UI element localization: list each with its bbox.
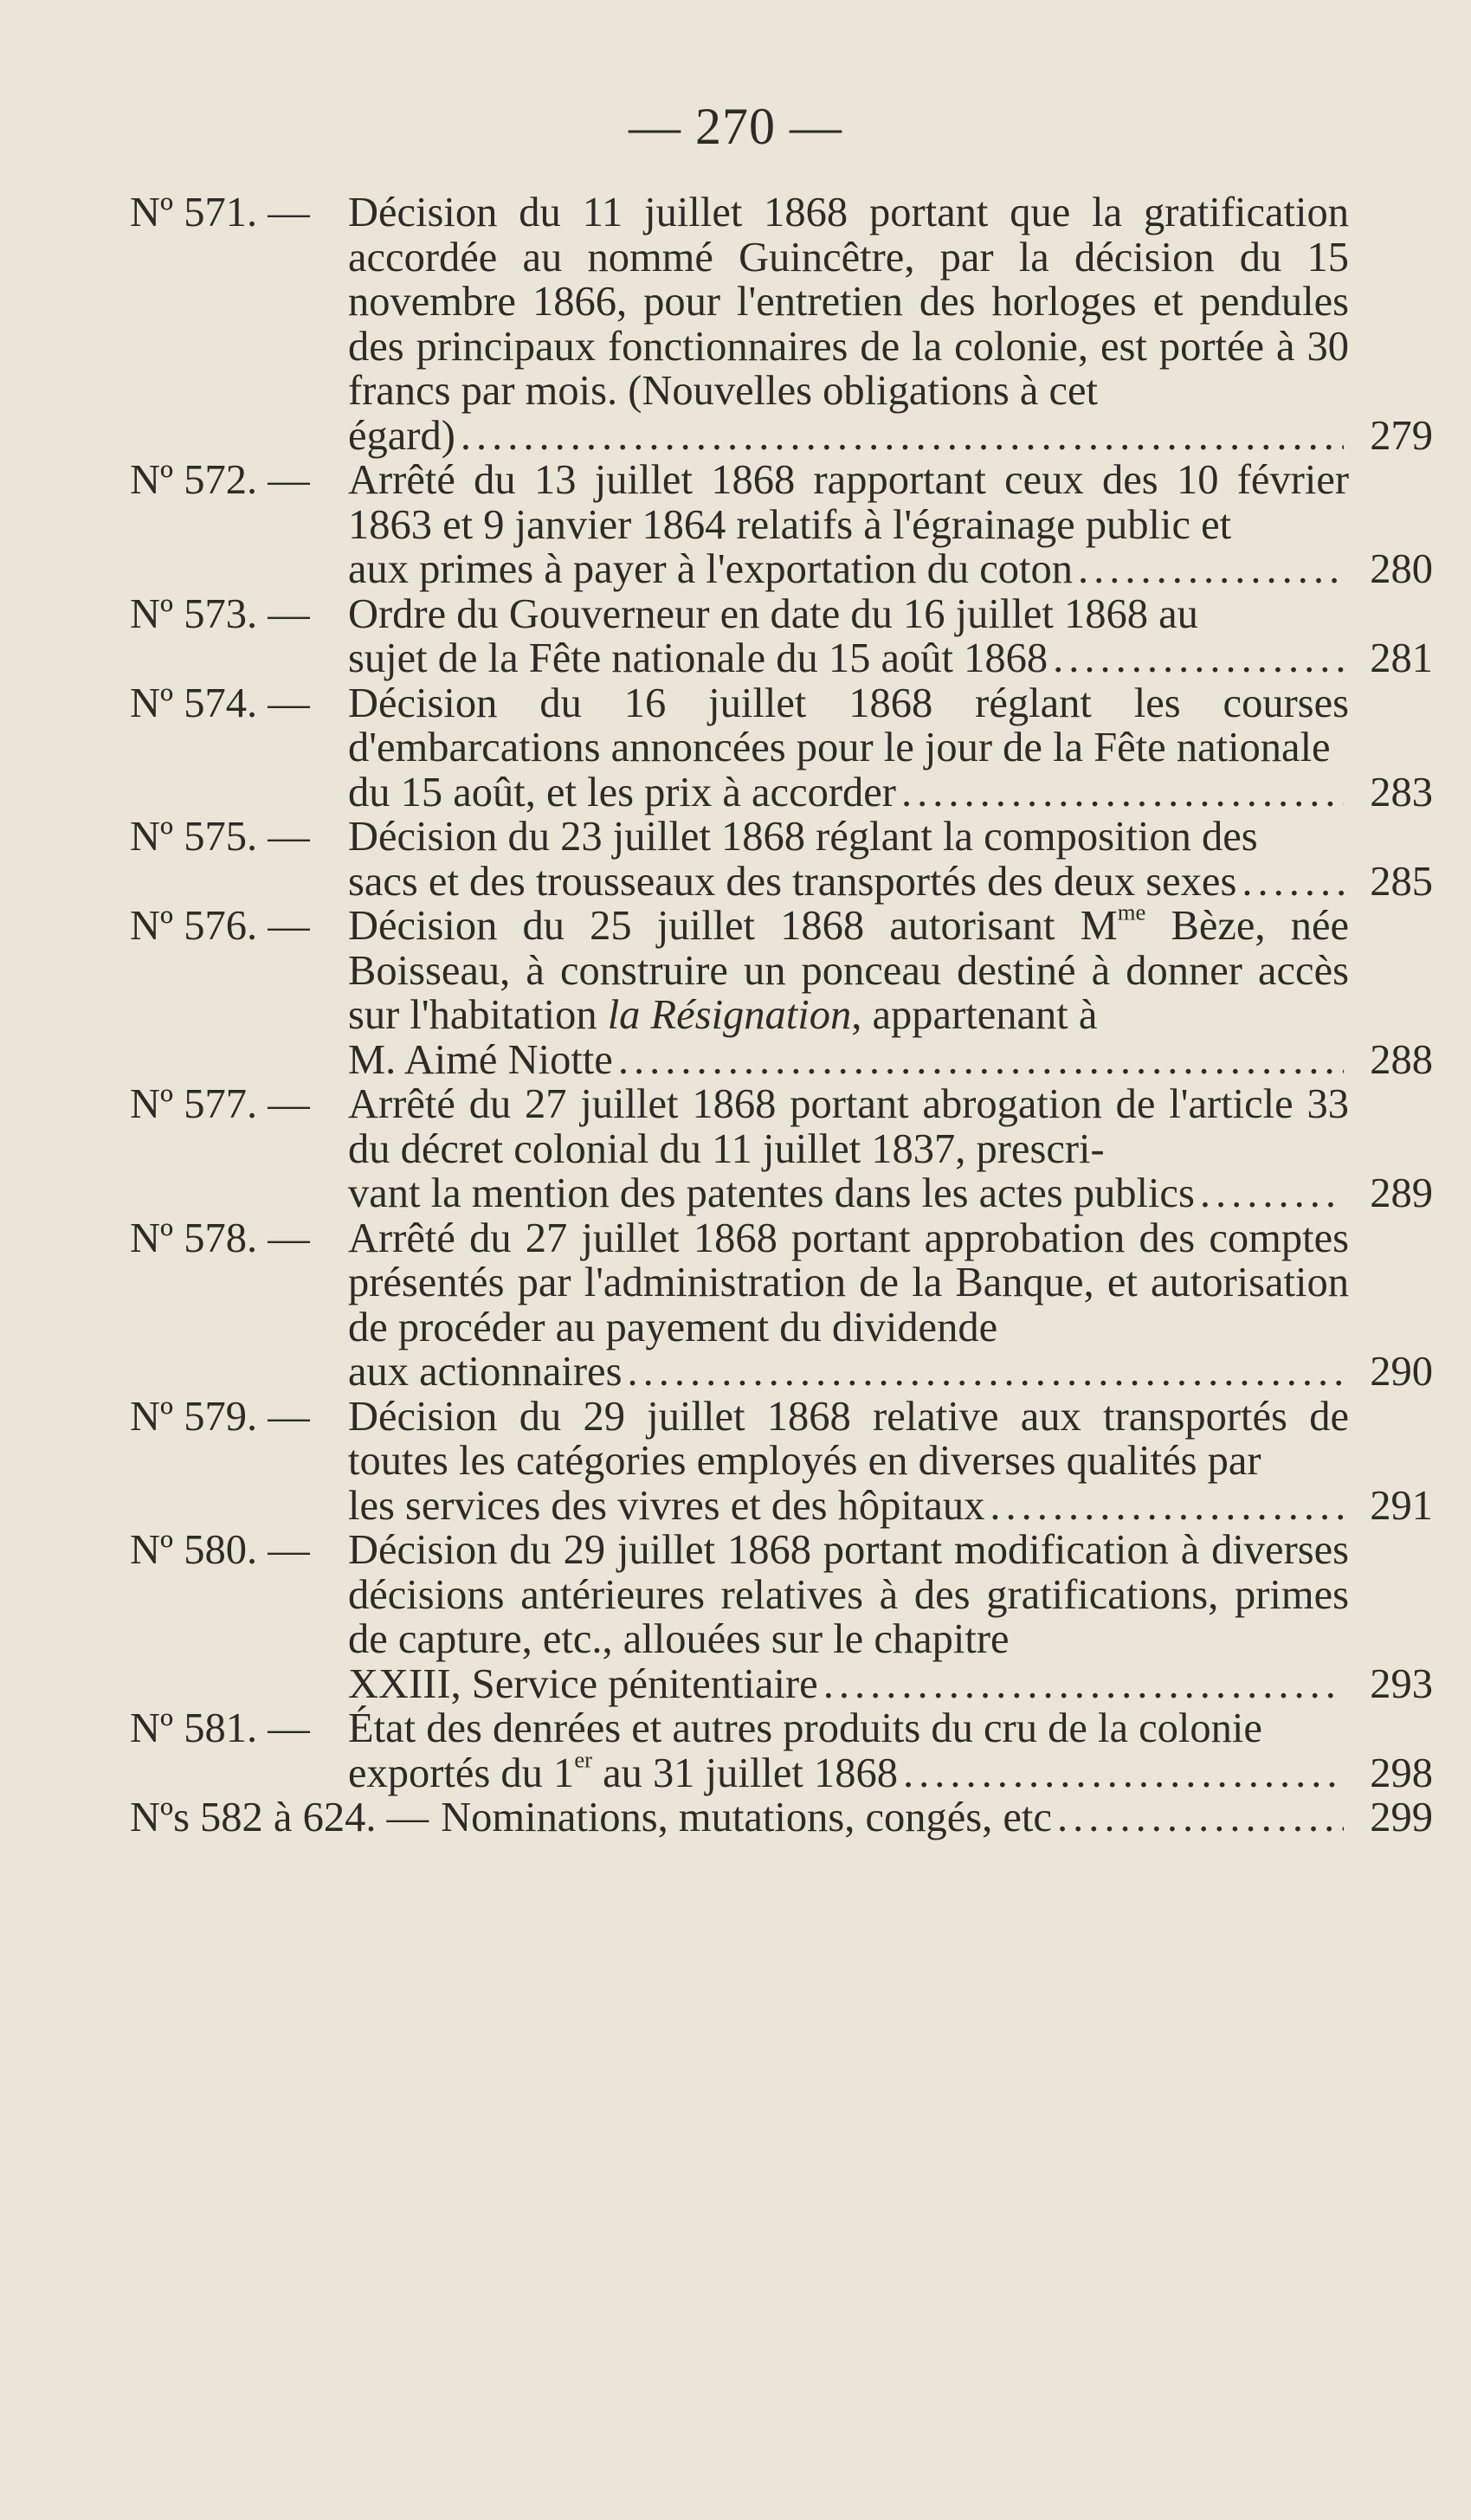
entry-582-624 bbox=[130, 1795, 1433, 1840]
superscript: me bbox=[1117, 899, 1146, 925]
page-reference: 299 bbox=[1370, 1795, 1433, 1840]
leader-dots bbox=[618, 1038, 1344, 1083]
entry-number: Nº 579. — bbox=[130, 1393, 310, 1440]
entry-number: Nºs 582 à 624. — bbox=[130, 1795, 429, 1840]
page-reference: 291 bbox=[1370, 1482, 1433, 1529]
entry-text: Décision du 16 juillet 1868 réglant les courses d'embarcations annoncées pour le jour de la Fête nationale bbox=[348, 680, 1349, 770]
leader-dots bbox=[461, 414, 1344, 459]
entry-577 bbox=[130, 1081, 1433, 1216]
entry-text: Décision du 11 juillet 1868 portant que la gratification accordée au nommé Guincêtre, par la décision du 15 novembre 1866, pour l'entretien des horloges et pendules des principaux fonctionnaires de la colonie, est portée à 30 francs par mois. (Nouvelles obligations à cet bbox=[348, 190, 1349, 414]
entry-number: Nº 577. — bbox=[130, 1081, 310, 1127]
entry-text: Arrêté du 27 juillet 1868 portant abrogation de l'article 33 du décret colonial du 11 juillet 1837, prescri- bbox=[348, 1081, 1349, 1172]
entry-number: Nº 580. — bbox=[130, 1527, 310, 1573]
entry-text-last: sujet de la Fête nationale du 15 août 1868 bbox=[348, 635, 1048, 681]
entry-number: Nº 574. — bbox=[130, 680, 310, 726]
entry-text-last: les services des vivres et des hôpitaux bbox=[348, 1482, 985, 1529]
entry-576 bbox=[130, 899, 1433, 1083]
entry-text bbox=[348, 899, 1349, 1038]
page-reference: 280 bbox=[1370, 546, 1433, 592]
entry-text: Décision du 29 juillet 1868 relative aux transportés de toutes les catégories employés en diverses qualités par bbox=[348, 1393, 1349, 1484]
entry-text-part: au 31 juillet 1868 bbox=[592, 1750, 898, 1796]
superscript: er bbox=[574, 1745, 593, 1772]
entry-text: État des denrées et autres produits du cru de la colonie bbox=[348, 1705, 1262, 1751]
leader-dots bbox=[903, 1751, 1344, 1796]
page-reference: 281 bbox=[1370, 635, 1433, 681]
entry-text-last: Nominations, mutations, congés, etc bbox=[441, 1795, 1052, 1840]
entry-573 bbox=[130, 590, 1433, 681]
entry-text-last bbox=[348, 1745, 898, 1796]
leader-dots bbox=[1057, 1795, 1344, 1840]
page-reference: 290 bbox=[1370, 1349, 1433, 1395]
leader-dots bbox=[990, 1484, 1344, 1529]
entry-text-part: Bèze, née Boisseau, à construire un ponceau destiné à donner accès sur l'habitation bbox=[348, 903, 1349, 1038]
entry-text: Arrêté du 13 juillet 1868 rapportant ceux des 10 février 1863 et 9 janvier 1864 relatifs à l'égrainage public et bbox=[348, 457, 1349, 548]
entry-text: Arrêté du 27 juillet 1868 portant approbation des comptes présentés par l'administration de la Banque, et autorisation de procéder au payement du dividende bbox=[348, 1215, 1349, 1350]
entry-number: Nº 576. — bbox=[130, 903, 310, 949]
entry-578 bbox=[130, 1215, 1433, 1395]
entry-text-part: , appartenant à bbox=[851, 992, 1098, 1038]
page-reference: 288 bbox=[1370, 1036, 1433, 1083]
entry-574 bbox=[130, 680, 1433, 815]
leader-dots bbox=[1078, 547, 1344, 592]
entry-text-last: égard) bbox=[348, 412, 455, 459]
page-reference: 293 bbox=[1370, 1660, 1433, 1707]
entry-number: Nº 575. — bbox=[130, 814, 310, 860]
leader-dots bbox=[901, 770, 1344, 815]
entry-text-last: sacs et des trousseaux des transportés des deux sexes bbox=[348, 858, 1237, 905]
leader-dots bbox=[1053, 636, 1344, 681]
page-reference: 298 bbox=[1370, 1750, 1433, 1796]
page-number: — 270 — bbox=[629, 98, 842, 155]
entry-581 bbox=[130, 1705, 1433, 1796]
entry-text: Décision du 23 juillet 1868 réglant la composition des bbox=[348, 814, 1258, 860]
entry-575 bbox=[130, 814, 1433, 905]
leader-dots bbox=[627, 1350, 1344, 1395]
page-reference: 283 bbox=[1370, 769, 1433, 815]
entry-number: Nº 581. — bbox=[130, 1705, 310, 1751]
entry-text-part: Décision du 25 juillet 1868 autorisant M bbox=[348, 903, 1118, 949]
property-name: la Résignation bbox=[607, 992, 852, 1038]
entry-text-last: XXIII, Service pénitentiaire bbox=[348, 1660, 818, 1707]
entry-number: Nº 572. — bbox=[130, 457, 310, 503]
entry-text: Décision du 29 juillet 1868 portant modification à diverses décisions antérieures relatives à des gratifications, primes de capture, etc., allouées sur le chapitre bbox=[348, 1527, 1349, 1662]
entry-579 bbox=[130, 1393, 1433, 1529]
entry-580 bbox=[130, 1527, 1433, 1707]
entry-number: Nº 578. — bbox=[130, 1215, 310, 1261]
entry-text-last: M. Aimé Niotte bbox=[348, 1036, 613, 1083]
entry-text-last: du 15 août, et les prix à accorder bbox=[348, 769, 896, 815]
entry-number: Nº 573. — bbox=[130, 590, 310, 637]
entry-text-part: exportés du 1 bbox=[348, 1750, 575, 1796]
table-of-contents bbox=[130, 190, 1433, 1840]
entry-text-last: aux actionnaires bbox=[348, 1349, 623, 1395]
leader-dots bbox=[823, 1662, 1344, 1707]
entry-text-last: vant la mention des patentes dans les actes publics bbox=[348, 1170, 1195, 1216]
entry-text-last: aux primes à payer à l'exportation du coton bbox=[348, 546, 1074, 592]
leader-dots bbox=[1242, 860, 1344, 905]
entry-number: Nº 571. — bbox=[130, 190, 310, 235]
entry-text: Ordre du Gouverneur en date du 16 juillet 1868 au bbox=[348, 590, 1198, 637]
page-reference: 285 bbox=[1370, 858, 1433, 905]
entry-572 bbox=[130, 457, 1433, 592]
leader-dots bbox=[1200, 1171, 1344, 1216]
page-reference: 289 bbox=[1370, 1170, 1433, 1216]
page-reference: 279 bbox=[1370, 412, 1433, 459]
entry-571 bbox=[130, 190, 1433, 459]
